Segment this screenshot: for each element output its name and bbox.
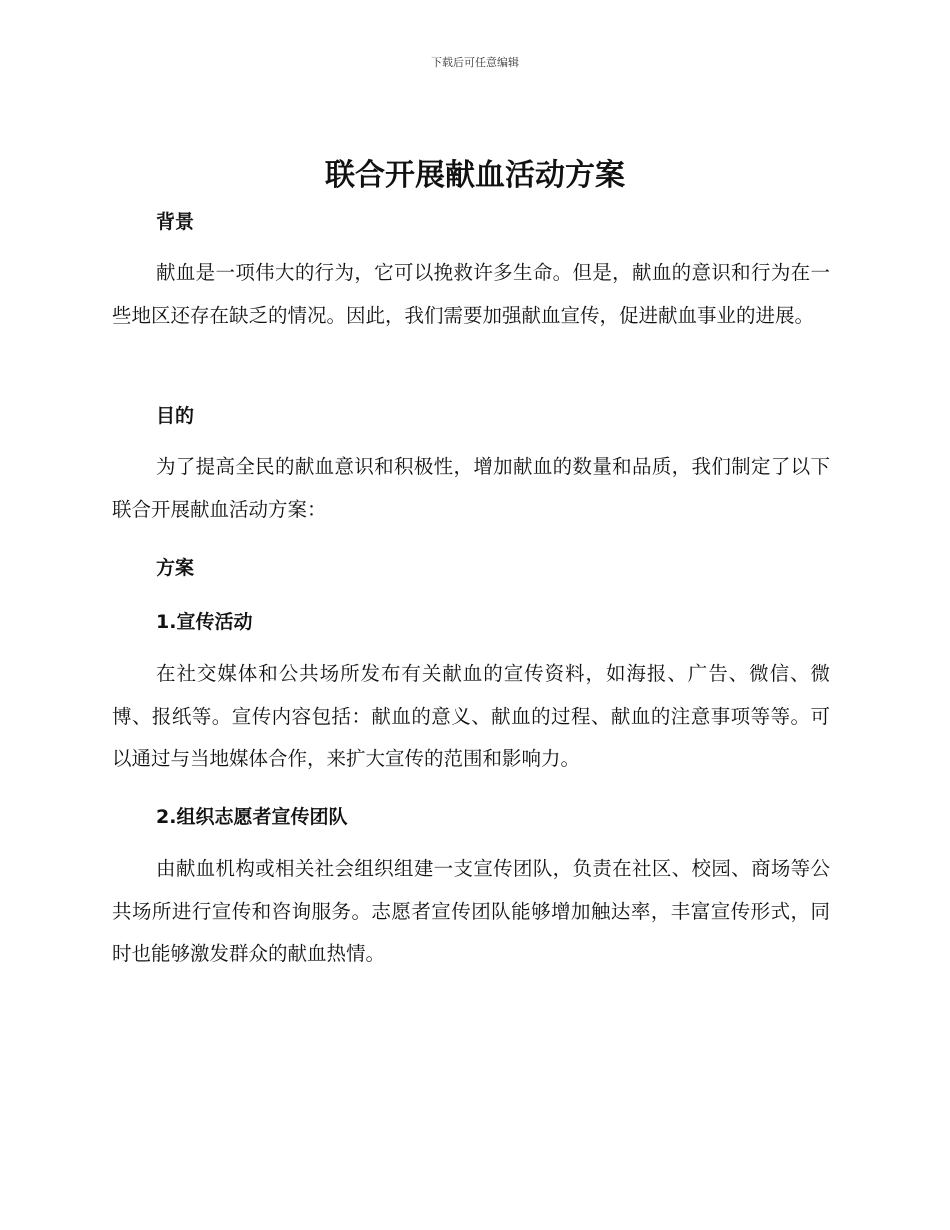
section-heading-background: 背景 — [156, 211, 195, 233]
section-body-background: 献血是一项伟大的行为，它可以挽救许多生命。但是，献血的意识和行为在一些地区还存在缺乏的情况。因此，我们需要加强献血宣传，促进献血事业的进展。 — [112, 261, 830, 327]
page-header: 下载后可任意编辑 — [431, 56, 519, 69]
plan-item-heading-volunteers: 2.组织志愿者宣传团队 — [156, 806, 348, 828]
section-heading-plan: 方案 — [156, 557, 195, 579]
document-title: 联合开展献血活动方案 — [325, 158, 625, 193]
plan-item-body-volunteers: 由献血机构或相关社会组织组建一支宣传团队，负责在社区、校园、商场等公共场所进行宣传和咨询服务。志愿者宣传团队能够增加触达率，丰富宣传形式，同时也能够激发群众的献血热情。 — [112, 857, 830, 965]
plan-item-heading-publicity: 1.宣传活动 — [156, 611, 253, 633]
section-body-purpose: 为了提高全民的献血意识和积极性，增加献血的数量和品质，我们制定了以下联合开展献血活动方案： — [112, 455, 830, 521]
section-heading-purpose: 目的 — [156, 405, 195, 427]
plan-item-body-publicity: 在社交媒体和公共场所发布有关献血的宣传资料，如海报、广告、微信、微博、报纸等。宣传内容包括：献血的意义、献血的过程、献血的注意事项等等。可以通过与当地媒体合作，来扩大宣传的范围和影响力。 — [112, 662, 830, 770]
